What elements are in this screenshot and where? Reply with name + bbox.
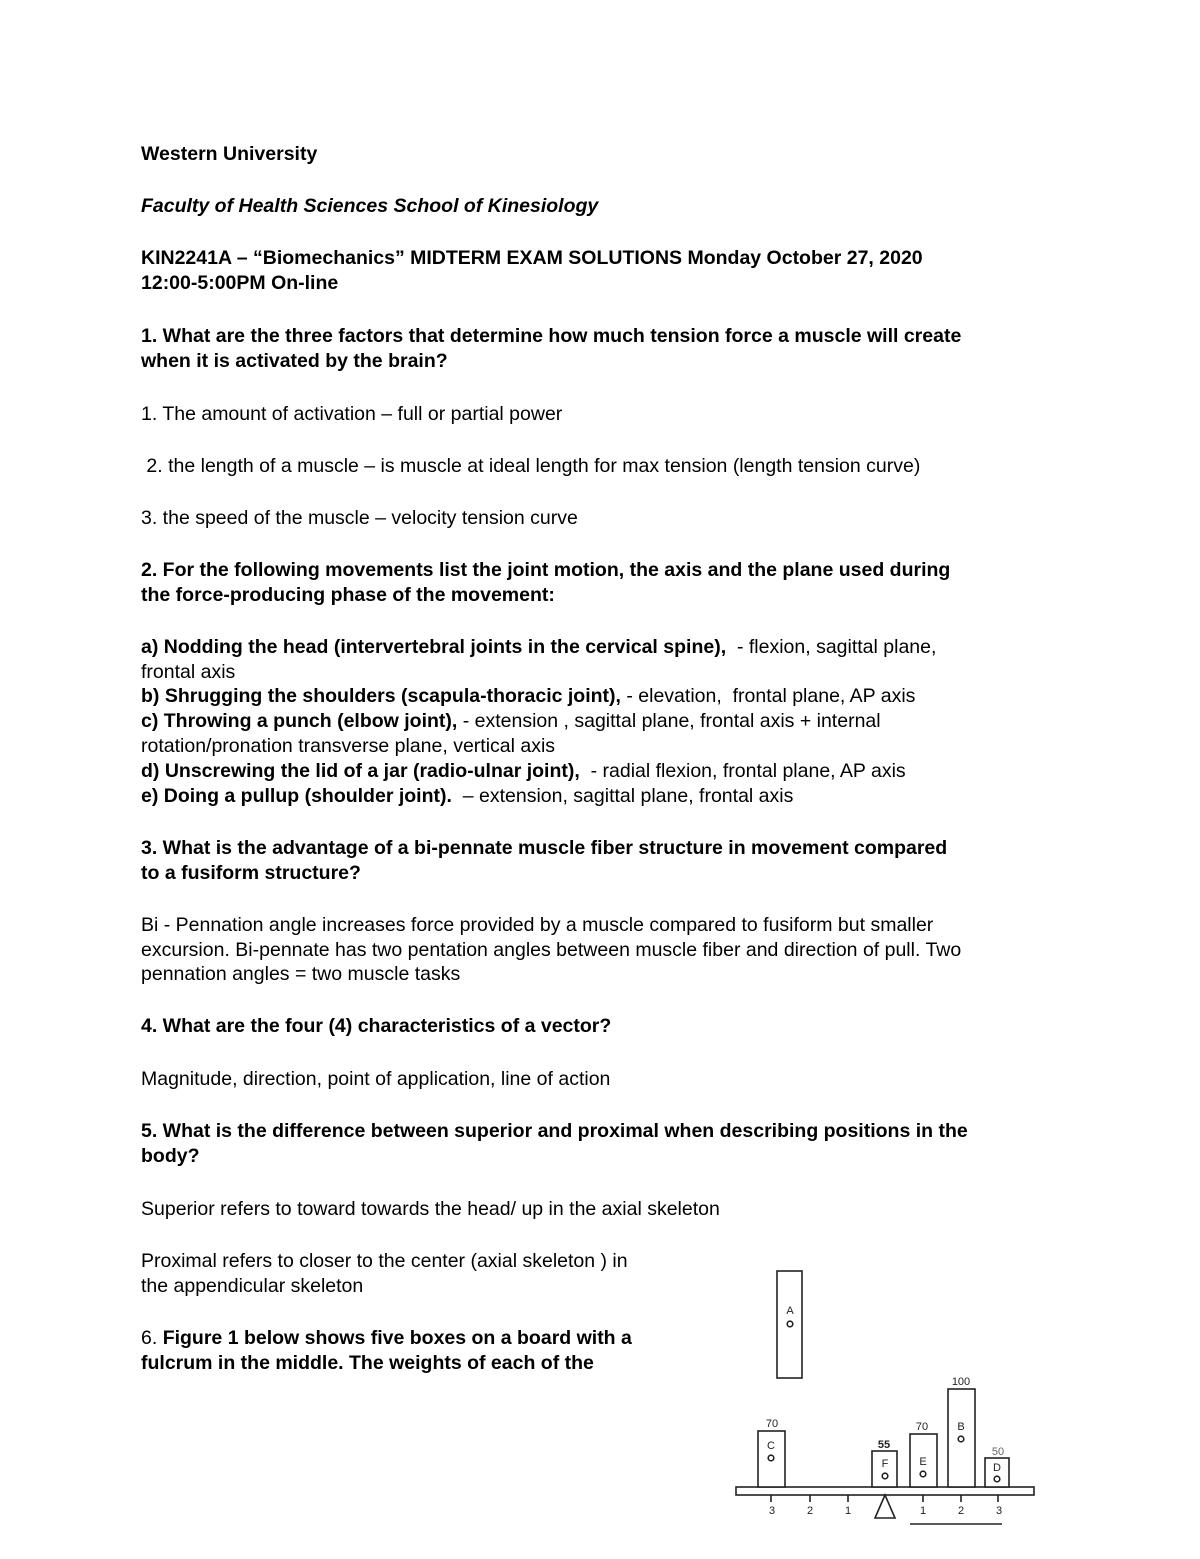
scale-right-3: 3 xyxy=(995,1505,1003,1517)
q2-item-c-answer-cont: rotation/pronation transverse plane, vertical axis xyxy=(141,735,556,757)
q6-number: 6. xyxy=(141,1327,163,1349)
scale-left-1: 1 xyxy=(844,1505,852,1517)
q3-line-1: 3. What is the advantage of a bi-pennate muscle fiber structure in movement compared xyxy=(141,837,948,859)
q2-line-2: the force-producing phase of the movement: xyxy=(141,584,555,606)
exam-title-line-1: KIN2241A – “Biomechanics” MIDTERM EXAM SOLUTIONS Monday October 27, 2020 xyxy=(141,247,923,269)
box-c-letter: C xyxy=(767,1440,775,1452)
q3-answer-3: pennation angles = two muscle tasks xyxy=(141,963,461,985)
q2-item-c-answer: - extension , sagittal plane, frontal axis + internal xyxy=(457,710,881,732)
faculty-name: Faculty of Health Sciences School of Kinesiology xyxy=(141,195,599,217)
q1-answer-3: 3. the speed of the muscle – velocity tension curve xyxy=(141,507,578,529)
university-name: Western University xyxy=(141,143,318,165)
q5-answer-1: Superior refers to toward towards the head/ up in the axial skeleton xyxy=(141,1198,720,1220)
fulcrum xyxy=(875,1495,895,1518)
box-c-weight: 70 xyxy=(765,1418,779,1430)
box-d-weight: 50 xyxy=(991,1446,1005,1458)
box-e-letter: E xyxy=(919,1456,927,1468)
q3-answer-1: Bi - Pennation angle increases force provided by a muscle compared to fusiform but smaller xyxy=(141,914,934,936)
scale-right-1: 1 xyxy=(919,1505,927,1517)
scale-left-3: 3 xyxy=(768,1505,776,1517)
q3-line-2: to a fusiform structure? xyxy=(141,862,361,884)
q1-line-2: when it is activated by the brain? xyxy=(141,350,448,372)
q2-item-e-question: e) Doing a pullup (shoulder joint). xyxy=(141,785,452,807)
box-b-letter: B xyxy=(957,1421,965,1433)
box-f-weight: 55 xyxy=(877,1439,891,1451)
q4-answer-1: Magnitude, direction, point of application, line of action xyxy=(141,1068,611,1090)
q5-answer-2: Proximal refers to closer to the center (axial skeleton ) in xyxy=(141,1250,628,1272)
q2-item-d-question: d) Unscrewing the lid of a jar (radio-ulnar joint), xyxy=(141,760,580,782)
q2-item-c xyxy=(141,709,881,734)
q2-item-b xyxy=(141,684,915,709)
q2-item-a xyxy=(141,635,936,660)
box-b xyxy=(948,1389,975,1487)
q6-text-1: Figure 1 below shows five boxes on a board with a xyxy=(162,1327,632,1349)
box-a-letter: A xyxy=(786,1305,794,1317)
figure-1-lever-diagram xyxy=(730,1262,1040,1552)
q1-line-1: 1. What are the three factors that determine how much tension force a muscle will create xyxy=(141,325,962,347)
q1-answer-2: 2. the length of a muscle – is muscle at ideal length for max tension (length tension curve) xyxy=(141,455,921,477)
q2-item-c-question: c) Throwing a punch (elbow joint), xyxy=(141,710,458,732)
q2-item-a-answer: - flexion, sagittal plane, xyxy=(726,636,937,658)
q2-item-e xyxy=(141,784,793,809)
box-d-letter: D xyxy=(993,1462,1001,1474)
box-b-weight: 100 xyxy=(951,1376,971,1388)
q2-item-d-answer: - radial flexion, frontal plane, AP axis xyxy=(579,760,906,782)
q1-answer-1: 1. The amount of activation – full or partial power xyxy=(141,403,563,425)
box-a xyxy=(777,1271,802,1378)
q6-line-1 xyxy=(141,1326,632,1351)
box-f-letter: F xyxy=(881,1458,889,1470)
q2-item-a-answer-cont: frontal axis xyxy=(141,661,236,683)
q5-answer-3: the appendicular skeleton xyxy=(141,1275,364,1297)
q5-line-1: 5. What is the difference between superior and proximal when describing positions in the xyxy=(141,1120,968,1142)
scale-right-2: 2 xyxy=(957,1505,965,1517)
q2-item-b-question: b) Shrugging the shoulders (scapula-thoracic joint), xyxy=(141,685,621,707)
q5-line-2: body? xyxy=(141,1145,200,1167)
scale-left-2: 2 xyxy=(806,1505,814,1517)
q2-item-b-answer: - elevation, frontal plane, AP axis xyxy=(620,685,916,707)
q2-line-1: 2. For the following movements list the joint motion, the axis and the plane used during xyxy=(141,559,951,581)
box-e-weight: 70 xyxy=(915,1421,929,1433)
q3-answer-2: excursion. Bi-pennate has two pentation angles between muscle fiber and direction of pull. Two xyxy=(141,939,962,961)
q4-line-1: 4. What are the four (4) characteristics of a vector? xyxy=(141,1015,612,1037)
q2-item-a-question: a) Nodding the head (intervertebral joints in the cervical spine), xyxy=(141,636,727,658)
lever-diagram-svg xyxy=(730,1262,1040,1552)
q6-line-2: fulcrum in the middle. The weights of each of the xyxy=(141,1352,594,1374)
q2-item-d xyxy=(141,759,906,784)
exam-title-line-2: 12:00-5:00PM On-line xyxy=(141,272,339,294)
q2-item-e-answer: – extension, sagittal plane, frontal axis xyxy=(451,785,794,807)
